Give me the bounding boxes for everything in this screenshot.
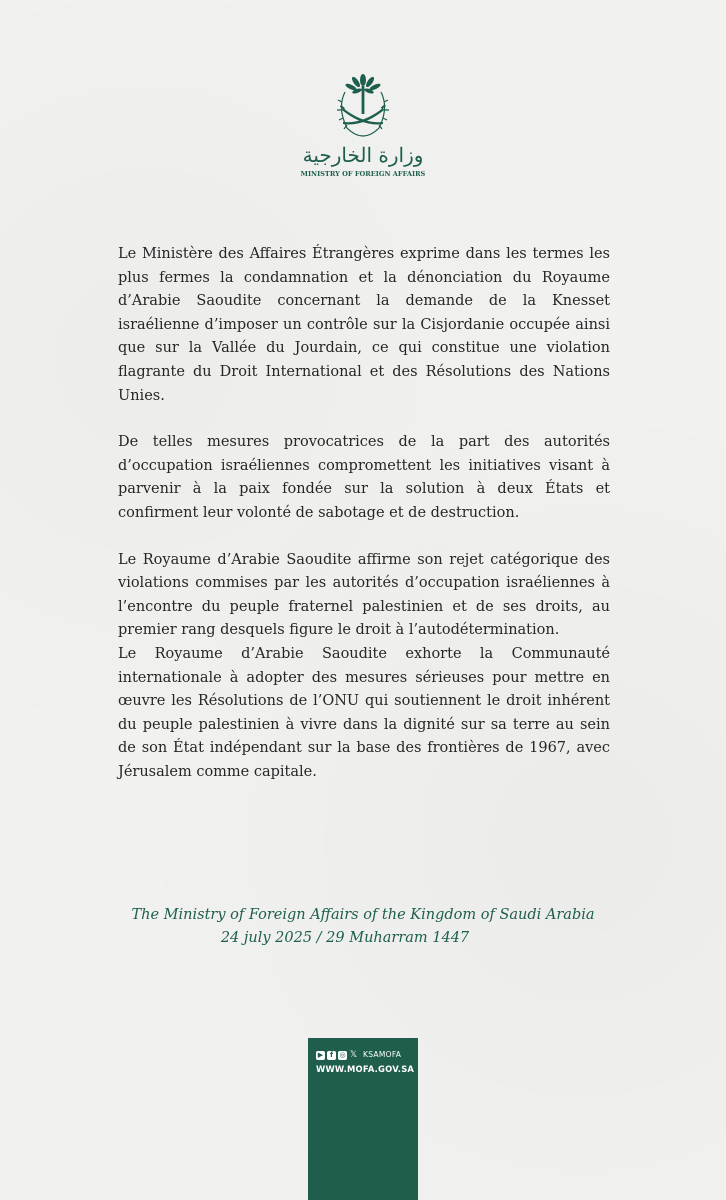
footer-contact-box <box>308 1038 418 1200</box>
social-links <box>316 1050 401 1060</box>
paragraph: Le Royaume d’Arabie Saoudite exhorte la Communauté internationale à adopter des mesures sérieuses pour mettre en œuvre les Résolutions de l’ONU qui soutiennent le droit inhérent du peuple palestinien à vivre dans la dignité sur sa terre au sein de son État indépendant sur la base des frontières de 1967, avec Jérusalem comme capitale. <box>118 645 610 780</box>
paragraph: Le Ministère des Affaires Étrangères exprime dans les termes les plus fermes la condamnation et la dénonciation du Royaume d’Arabie Saoudite concernant la demande de la Knesset israélienne d’imposer un contrôle sur la Cisjordanie occupée ainsi que sur la Vallée du Jourdain, ce qui constitue une violation flagrante du Droit International et des Résolutions des Nations Unies. <box>118 246 610 404</box>
website-link[interactable]: WWW.MOFA.GOV.SA <box>316 1064 415 1074</box>
signature-ministry: The Ministry of Foreign Affairs of the Kingdom of Saudi Arabia <box>131 907 595 923</box>
instagram-icon[interactable]: ◎ <box>339 1050 346 1059</box>
signature-block <box>0 904 726 950</box>
statement-body <box>118 243 610 784</box>
paragraph: De telles mesures provocatrices de la part des autorités d’occupation israéliennes compromettent les initiatives visant à parvenir à la paix fondée sur la solution à deux États et confirment leur volonté de sabotage et de destruction. <box>118 434 610 521</box>
facebook-icon[interactable]: f <box>327 1051 336 1060</box>
ministry-name-arabic: وزارة الخارجية <box>302 143 424 167</box>
social-handle[interactable]: KSAMOFA <box>363 1050 402 1059</box>
signature-date: 24 july 2025 / 29 Muharram 1447 <box>220 930 470 946</box>
ministry-logo <box>300 72 426 182</box>
ministry-name-english: MINISTRY OF FOREIGN AFFAIRS <box>300 170 426 178</box>
youtube-icon[interactable]: ▶ <box>317 1050 324 1059</box>
x-icon[interactable]: 𝕏 <box>349 1049 358 1060</box>
paragraph: Le Royaume d’Arabie Saoudite affirme son rejet catégorique des violations commises par les autorités d’occupation israéliennes à l’encontre du peuple fraternel palestinien et de ses droits, au premier rang desquels figure le droit à l’autodétermination. <box>118 551 610 639</box>
saudi-emblem-icon <box>333 72 393 140</box>
